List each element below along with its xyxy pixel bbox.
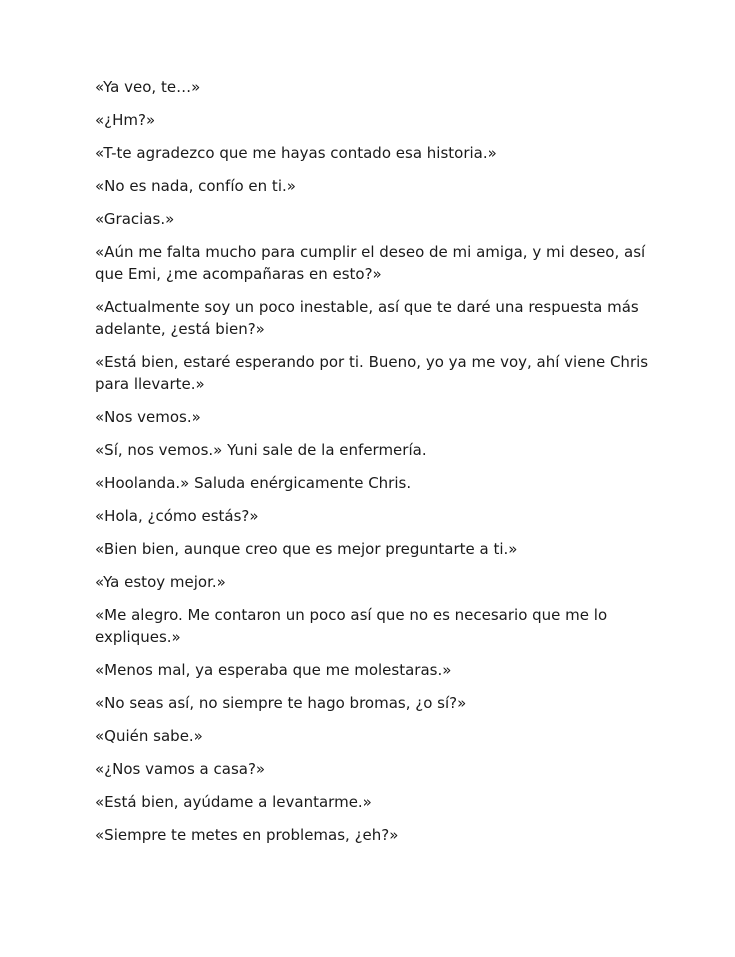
paragraph: «Gracias.» bbox=[95, 210, 175, 228]
paragraph: «Bien bien, aunque creo que es mejor preguntarte a ti.» bbox=[95, 540, 518, 558]
paragraph: «¿Hm?» bbox=[95, 111, 156, 129]
paragraph: «Sí, nos vemos.» Yuni sale de la enfermería. bbox=[95, 441, 427, 459]
paragraph: «Hoolanda.» Saluda enérgicamente Chris. bbox=[95, 474, 412, 492]
paragraph: «Ya estoy mejor.» bbox=[95, 573, 226, 591]
paragraph: «No es nada, confío en ti.» bbox=[95, 177, 296, 195]
paragraph: «Quién sabe.» bbox=[95, 727, 203, 745]
paragraph: «Está bien, estaré esperando por ti. Bueno, yo ya me voy, ahí viene Chris para llevarte.» bbox=[95, 353, 649, 393]
paragraph: «Me alegro. Me contaron un poco así que no es necesario que me lo expliques.» bbox=[95, 606, 608, 646]
paragraph: «Actualmente soy un poco inestable, así que te daré una respuesta más adelante, ¿está bien?» bbox=[95, 298, 639, 338]
paragraph: «Siempre te metes en problemas, ¿eh?» bbox=[95, 826, 399, 844]
paragraph: «Ya veo, te…» bbox=[95, 78, 201, 96]
paragraph: «T-te agradezco que me hayas contado esa historia.» bbox=[95, 144, 497, 162]
paragraph: «Está bien, ayúdame a levantarme.» bbox=[95, 793, 372, 811]
paragraph: «Nos vemos.» bbox=[95, 408, 201, 426]
paragraph: «Menos mal, ya esperaba que me molestaras.» bbox=[95, 661, 452, 679]
paragraph: «Hola, ¿cómo estás?» bbox=[95, 507, 259, 525]
dialogue-text bbox=[95, 76, 655, 857]
paragraph: «No seas así, no siempre te hago bromas, ¿o sí?» bbox=[95, 694, 467, 712]
paragraph: «¿Nos vamos a casa?» bbox=[95, 760, 266, 778]
paragraph: «Aún me falta mucho para cumplir el deseo de mi amiga, y mi deseo, así que Emi, ¿me acompañaras en esto?» bbox=[95, 243, 646, 283]
